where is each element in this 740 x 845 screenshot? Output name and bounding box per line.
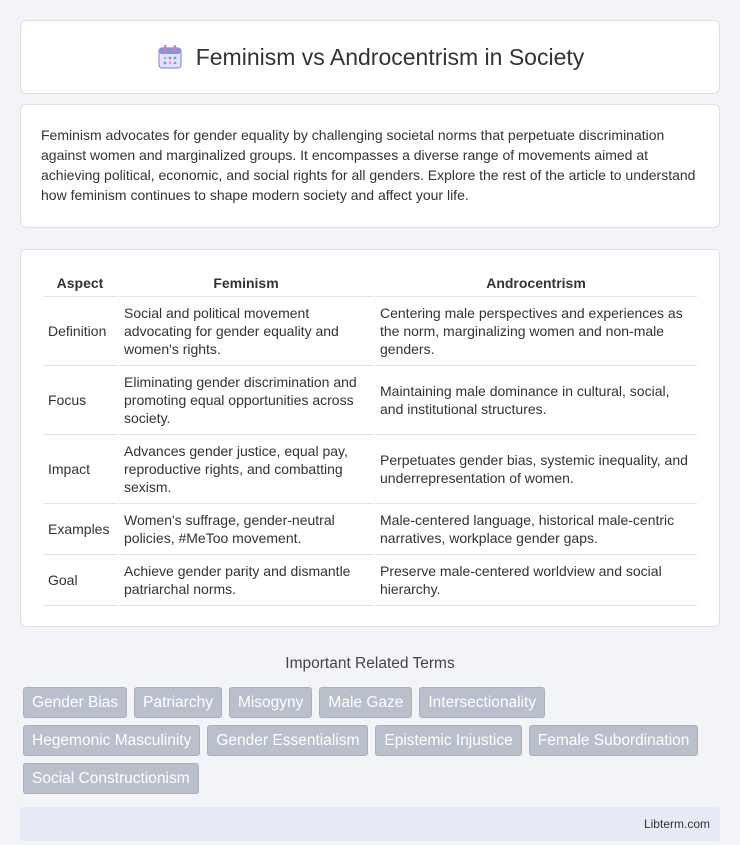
- table-row: [43, 435, 697, 504]
- cell-androcentrism: Perpetuates gender bias, systemic inequality, and underrepresentation of women.: [375, 435, 697, 504]
- cell-aspect: Goal: [43, 555, 117, 606]
- cell-androcentrism: Centering male perspectives and experiences as the norm, marginalizing women and non-male genders.: [375, 297, 697, 366]
- cell-androcentrism: Preserve male-centered worldview and social hierarchy.: [375, 555, 697, 606]
- tag-misogyny[interactable]: Misogyny: [229, 687, 312, 718]
- related-terms-title: Important Related Terms: [285, 655, 455, 672]
- tag-intersectionality[interactable]: Intersectionality: [419, 687, 545, 718]
- cell-aspect: Definition: [43, 297, 117, 366]
- tag-social-constructionism[interactable]: Social Constructionism: [23, 763, 199, 794]
- cell-androcentrism: Male-centered language, historical male-centric narratives, workplace gender gaps.: [375, 504, 697, 555]
- tag-gender-essentialism[interactable]: Gender Essentialism: [207, 725, 368, 756]
- cell-aspect: Impact: [43, 435, 117, 504]
- tag-gender-bias[interactable]: Gender Bias: [23, 687, 127, 718]
- cell-androcentrism: Maintaining male dominance in cultural, social, and institutional structures.: [375, 366, 697, 435]
- header-card: [20, 20, 720, 94]
- cell-feminism: Advances gender justice, equal pay, reproductive rights, and combatting sexism.: [119, 435, 373, 504]
- footer-brand[interactable]: Libterm.com: [643, 817, 710, 831]
- table-header-row: [43, 270, 697, 297]
- comparison-table: [41, 270, 699, 606]
- table-row: [43, 366, 697, 435]
- cell-feminism: Eliminating gender discrimination and promoting equal opportunities across society.: [119, 366, 373, 435]
- comparison-card: [20, 249, 720, 627]
- tag-male-gaze[interactable]: Male Gaze: [319, 687, 412, 718]
- cell-aspect: Focus: [43, 366, 117, 435]
- intro-card: [20, 104, 720, 228]
- tag-epistemic-injustice[interactable]: Epistemic Injustice: [375, 725, 521, 756]
- table-row: [43, 555, 697, 606]
- intro-text: Feminism advocates for gender equality by challenging societal norms that perpetuate discrimination against women and marginalized groups. It encompasses a diverse range of movements aimed at achieving political, economic, and social rights for all genders. Explore the rest of the article to understand how feminism continues to shape modern society and affect your life.: [41, 127, 696, 203]
- cell-feminism: Achieve gender parity and dismantle patriarchal norms.: [119, 555, 373, 606]
- table-row: [43, 504, 697, 555]
- related-terms-list: [20, 687, 720, 794]
- calendar-icon: [156, 43, 184, 71]
- cell-feminism: Women's suffrage, gender-neutral policies, #MeToo movement.: [119, 504, 373, 555]
- cell-feminism: Social and political movement advocating for gender equality and women's rights.: [119, 297, 373, 366]
- tag-hegemonic-masculinity[interactable]: Hegemonic Masculinity: [23, 725, 200, 756]
- header-androcentrism: Androcentrism: [375, 270, 697, 297]
- header-aspect: Aspect: [43, 270, 117, 297]
- tag-patriarchy[interactable]: Patriarchy: [134, 687, 222, 718]
- footer: [20, 807, 720, 841]
- tag-female-subordination[interactable]: Female Subordination: [529, 725, 699, 756]
- cell-aspect: Examples: [43, 504, 117, 555]
- table-row: [43, 297, 697, 366]
- header-feminism: Feminism: [119, 270, 373, 297]
- page-title: Feminism vs Androcentrism in Society: [195, 43, 585, 70]
